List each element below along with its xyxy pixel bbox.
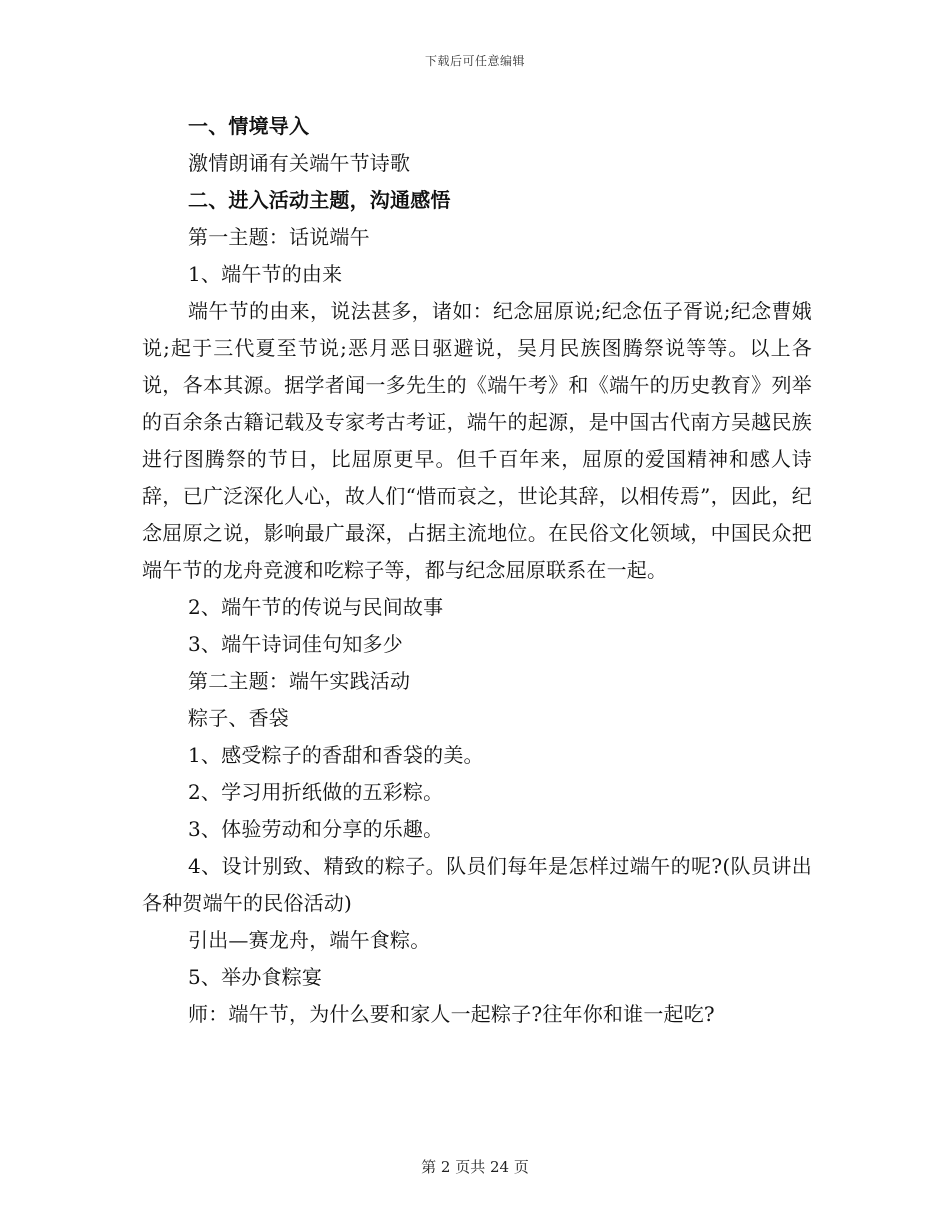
paragraph: 引出—赛龙舟，端午食粽。 (188, 928, 431, 952)
list-item: 5、举办食粽宴 (188, 965, 323, 989)
page-number: 第 2 页共 24 页 (421, 1158, 529, 1176)
list-item: 1、感受粽子的香甜和香袋的美。 (188, 743, 484, 767)
paragraph: 师：端午节，为什么要和家人一起粽子?往年你和谁一起吃? (188, 1002, 715, 1026)
list-item: 4、设计别致、精致的粽子。队员们每年是怎样过端午的呢?(队员讲出各种贺端午的民俗活动) (142, 854, 812, 915)
list-item: 3、体验劳动和分享的乐趣。 (188, 817, 444, 841)
paragraph: 激情朗诵有关端午节诗歌 (188, 151, 411, 175)
paragraph: 端午节的由来，说法甚多，诸如：纪念屈原说;纪念伍子胥说;纪念曹娥说;起于三代夏至节说;恶月恶日驱避说，吴月民族图腾祭说等等。以上各说，各本其源。据学者闻一多先生的《端午考》和《端午的历史教育》列举的百余条古籍记载及专家考古考证，端午的起源，是中国古代南方吴越民族进行图腾祭的节日，比屈原更早。但千百年来，屈原的爱国精神和感人诗辞，已广泛深化人心，故人们“惜而哀之，世论其辞，以相传焉”，因此，纪念屈原之说，影响最广最深，占据主流地位。在民俗文化领域，中国民众把端午节的龙舟竞渡和吃粽子等，都与纪念屈原联系在一起。 (142, 299, 812, 582)
section-heading: 二、进入活动主题，沟通感悟 (188, 188, 451, 212)
subsection-title: 第一主题：话说端午 (188, 225, 370, 249)
list-item: 2、学习用折纸做的五彩粽。 (188, 780, 444, 804)
paragraph: 粽子、香袋 (188, 706, 289, 730)
subsection-title: 第二主题：端午实践活动 (188, 669, 411, 693)
page-header: 下载后可任意编辑 (424, 54, 525, 68)
list-item: 3、端午诗词佳句知多少 (188, 632, 403, 656)
list-item: 1、端午节的由来 (188, 262, 343, 286)
section-heading: 一、情境导入 (188, 114, 310, 138)
list-item: 2、端午节的传说与民间故事 (188, 595, 444, 619)
document-body (142, 108, 812, 1033)
